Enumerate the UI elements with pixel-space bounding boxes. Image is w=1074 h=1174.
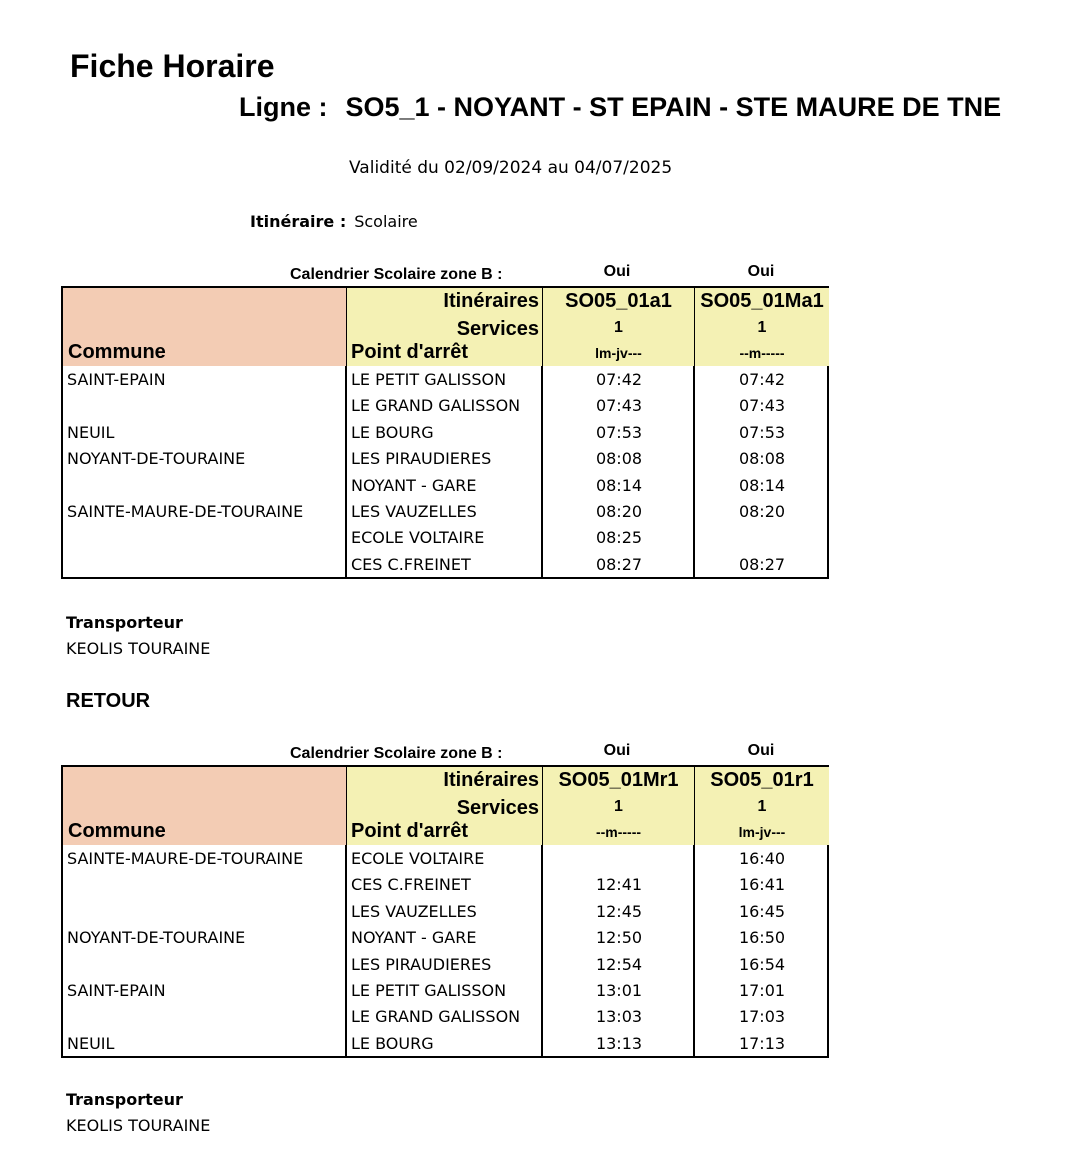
table-row <box>63 1003 827 1029</box>
calendar-value: Oui <box>747 742 775 759</box>
time-cell: 17:13 <box>738 1033 786 1053</box>
line-label: Ligne : <box>239 92 328 122</box>
services-label: Services <box>456 797 539 819</box>
stop-cell: NOYANT - GARE <box>351 475 477 495</box>
return-section-title: RETOUR <box>66 690 151 712</box>
time-cell: 12:54 <box>595 954 643 974</box>
time-cell: 13:03 <box>595 1007 643 1027</box>
table-row <box>63 445 827 471</box>
commune-cell: SAINTE-MAURE-DE-TOURAINE <box>67 501 304 521</box>
table-row <box>63 898 827 924</box>
time-cell: 17:03 <box>738 1007 786 1027</box>
table-body <box>61 366 829 579</box>
commune-column-label: Commune <box>68 341 166 363</box>
commune-cell: NEUIL <box>67 1033 115 1053</box>
service-number: 1 <box>614 798 623 815</box>
table-row <box>63 366 827 392</box>
time-cell: 07:53 <box>595 422 643 442</box>
table-row <box>63 951 827 977</box>
time-cell: 07:42 <box>738 370 786 389</box>
time-cell: 08:27 <box>595 554 643 574</box>
time-cell: 12:45 <box>595 901 643 921</box>
commune-cell: NOYANT-DE-TOURAINE <box>67 449 246 469</box>
service-days: --m----- <box>739 345 785 361</box>
time-cell: 07:53 <box>738 422 786 442</box>
itineraires-label: Itinéraires <box>443 769 539 791</box>
service-code: SO05_01a1 <box>565 290 672 312</box>
table-row <box>63 498 827 524</box>
carrier-label: Transporteur <box>66 1090 183 1109</box>
table-body <box>61 845 829 1058</box>
stop-cell: LES VAUZELLES <box>351 901 477 921</box>
time-cell: 07:42 <box>595 370 643 389</box>
time-cell: 08:20 <box>595 501 643 521</box>
table-header <box>61 286 829 366</box>
table-row <box>63 977 827 1003</box>
stop-cell: LES VAUZELLES <box>351 501 477 521</box>
commune-header-cell <box>63 767 347 845</box>
calendar-value: Oui <box>603 263 631 280</box>
page-title: Fiche Horaire <box>70 48 275 84</box>
point-header-cell <box>347 288 543 366</box>
time-cell: 16:45 <box>738 901 786 921</box>
time-cell: 08:14 <box>738 475 786 495</box>
service-header-cell <box>695 767 829 845</box>
stop-cell: CES C.FREINET <box>351 554 471 574</box>
service-code: SO05_01r1 <box>710 769 814 791</box>
itinerary-value: Scolaire <box>354 212 418 231</box>
time-cell: 08:25 <box>595 528 643 548</box>
stop-cell: LES PIRAUDIERES <box>351 449 492 469</box>
time-cell: 08:14 <box>595 475 643 495</box>
time-cell: 16:50 <box>738 928 786 948</box>
time-cell: 08:20 <box>738 501 786 521</box>
time-cell: 12:41 <box>595 875 643 895</box>
time-cell: 08:08 <box>595 449 643 469</box>
table-header <box>61 765 829 845</box>
carrier-label: Transporteur <box>66 613 183 632</box>
commune-cell: SAINT-EPAIN <box>67 370 166 389</box>
service-header-cell <box>543 288 695 366</box>
stop-cell: CES C.FREINET <box>351 875 471 895</box>
itinerary-info <box>250 212 418 231</box>
service-number: 1 <box>757 319 767 336</box>
itinerary-label: Itinéraire : <box>250 212 347 231</box>
service-code: SO05_01Ma1 <box>700 290 824 312</box>
service-code: SO05_01Mr1 <box>558 769 679 791</box>
calendar-label: Calendrier Scolaire zone B : <box>290 266 503 283</box>
table-row <box>63 419 827 445</box>
stop-cell: LE GRAND GALISSON <box>351 396 521 416</box>
service-number: 1 <box>614 319 623 336</box>
stop-cell: NOYANT - GARE <box>351 928 477 948</box>
calendar-row <box>61 262 829 286</box>
commune-cell: SAINTE-MAURE-DE-TOURAINE <box>67 849 304 868</box>
time-cell: 08:27 <box>738 554 786 574</box>
table-row <box>63 472 827 498</box>
commune-header-cell <box>63 288 347 366</box>
time-cell: 12:50 <box>595 928 643 948</box>
service-number: 1 <box>757 798 767 815</box>
stop-cell: LES PIRAUDIERES <box>351 954 492 974</box>
line-value: SO5_1 - NOYANT - ST EPAIN - STE MAURE DE TNE <box>345 92 1002 122</box>
table-row <box>63 524 827 550</box>
table-row <box>63 1030 827 1056</box>
validity-period: Validité du 02/09/2024 au 04/07/2025 <box>349 158 673 178</box>
commune-cell: NOYANT-DE-TOURAINE <box>67 928 246 948</box>
commune-column-label: Commune <box>68 820 166 842</box>
carrier-value: KEOLIS TOURAINE <box>66 1116 211 1135</box>
time-cell: 16:54 <box>738 954 786 974</box>
time-cell: 13:13 <box>595 1033 643 1053</box>
stop-cell: LE BOURG <box>351 422 434 442</box>
time-cell: 17:01 <box>738 980 786 1000</box>
table-row <box>63 924 827 950</box>
table-row <box>63 845 827 871</box>
time-cell: 08:08 <box>738 449 786 469</box>
table-row <box>63 392 827 418</box>
time-cell: 16:40 <box>738 849 786 868</box>
stop-cell: LE PETIT GALISSON <box>351 980 507 1000</box>
line-heading <box>239 92 1001 123</box>
time-cell: 16:41 <box>738 875 786 895</box>
time-cell: 13:01 <box>595 980 643 1000</box>
itineraires-label: Itinéraires <box>443 290 539 312</box>
service-header-cell <box>543 767 695 845</box>
stop-cell: ECOLE VOLTAIRE <box>351 528 485 548</box>
time-cell: 07:43 <box>738 396 786 416</box>
stop-cell: LE GRAND GALISSON <box>351 1007 521 1027</box>
point-column-label: Point d'arrêt <box>351 341 468 363</box>
table-row <box>63 551 827 577</box>
service-days: --m----- <box>595 824 642 840</box>
commune-cell: NEUIL <box>67 422 115 442</box>
service-header-cell <box>695 288 829 366</box>
table-row <box>63 871 827 897</box>
calendar-value: Oui <box>603 742 631 759</box>
stop-cell: LE BOURG <box>351 1033 434 1053</box>
carrier-value: KEOLIS TOURAINE <box>66 639 211 658</box>
commune-cell: SAINT-EPAIN <box>67 980 166 1000</box>
services-label: Services <box>456 318 539 340</box>
point-header-cell <box>347 767 543 845</box>
stop-cell: ECOLE VOLTAIRE <box>351 849 485 868</box>
calendar-value: Oui <box>747 263 775 280</box>
service-days: lm-jv--- <box>595 345 642 361</box>
point-column-label: Point d'arrêt <box>351 820 468 842</box>
calendar-label: Calendrier Scolaire zone B : <box>290 745 503 762</box>
service-days: lm-jv--- <box>738 824 786 840</box>
calendar-row <box>61 741 829 765</box>
stop-cell: LE PETIT GALISSON <box>351 370 507 389</box>
time-cell: 07:43 <box>595 396 643 416</box>
